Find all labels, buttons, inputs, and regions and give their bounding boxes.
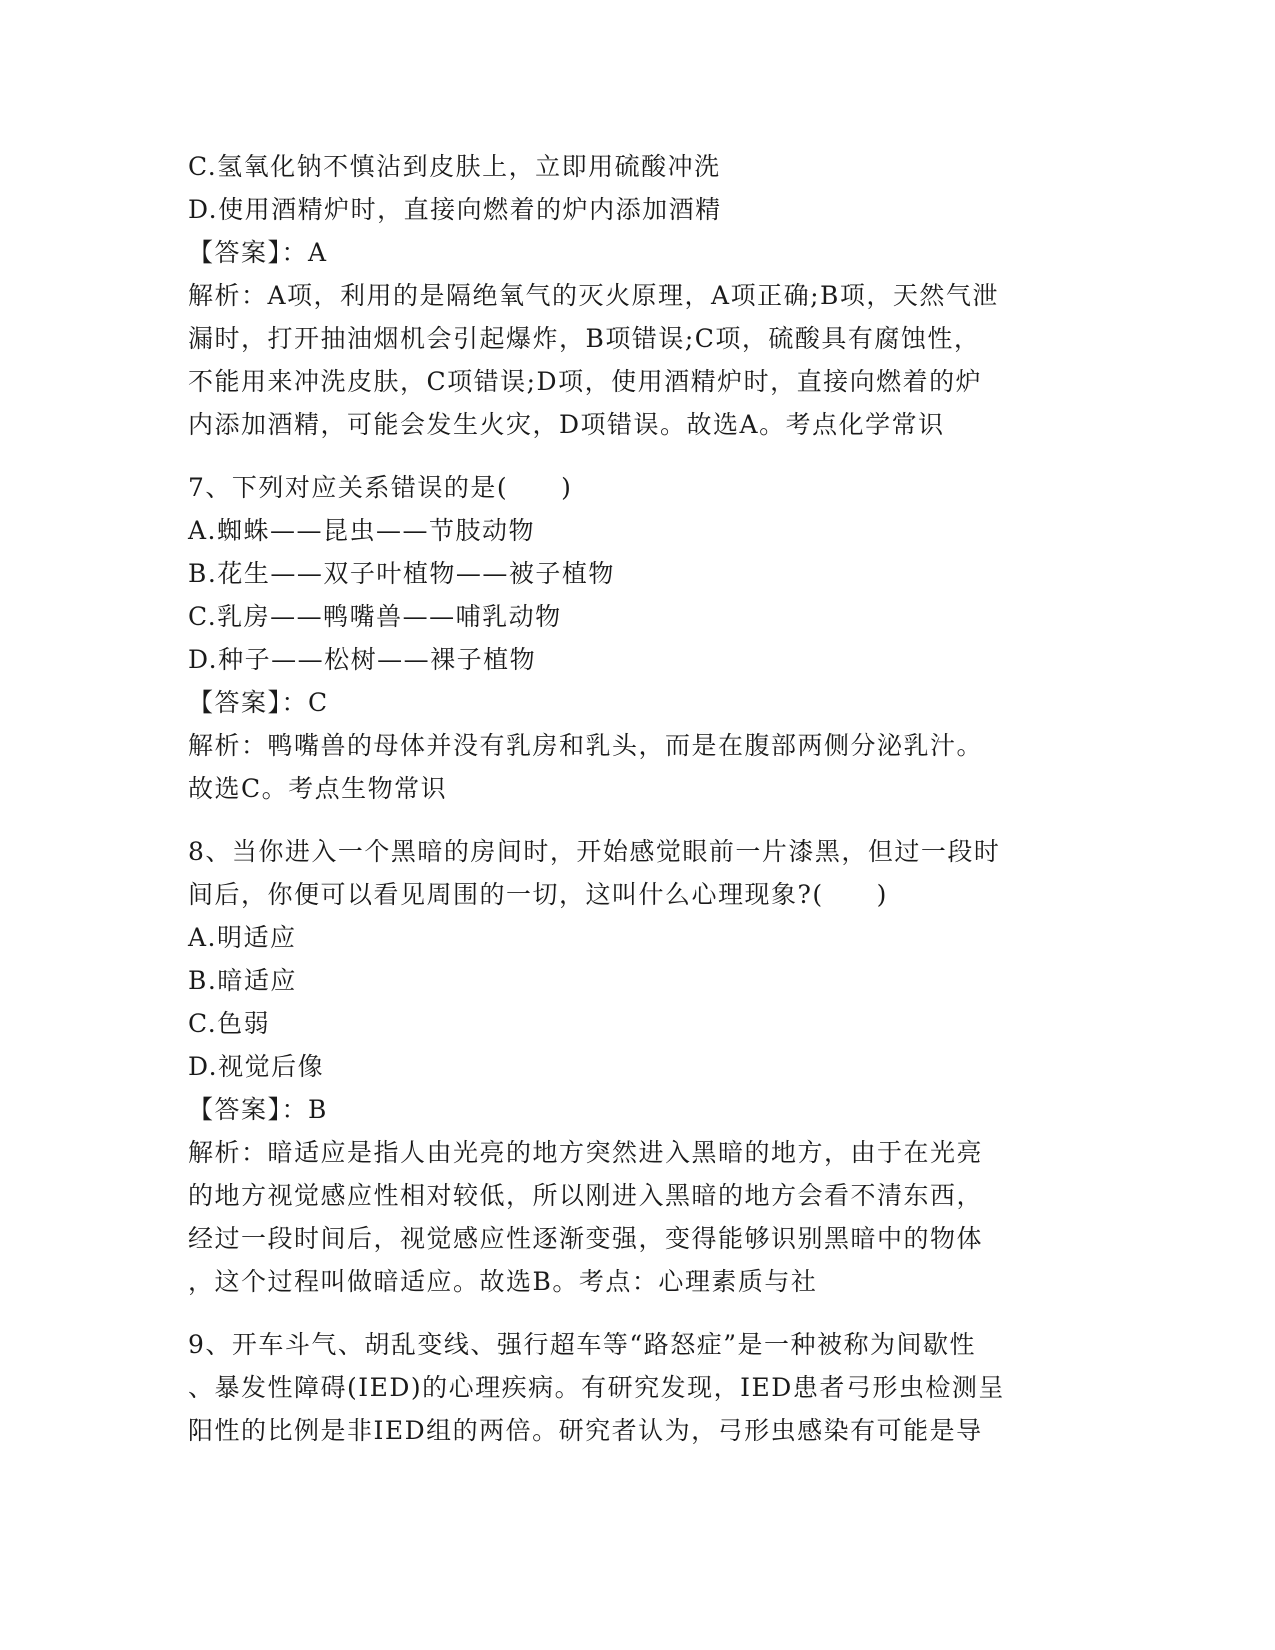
analysis-line: 的地方视觉感应性相对较低，所以刚进入黑暗的地方会看不清东西， (188, 1181, 984, 1210)
analysis-line: 经过一段时间后，视觉感应性逐渐变强，变得能够识别黑暗中的物体 (188, 1224, 984, 1253)
question-stem: 7、下列对应关系错误的是( ) (188, 473, 573, 502)
analysis-line: 不能用来冲洗皮肤，C项错误;D项，使用酒精炉时，直接向燃着的炉 (188, 367, 983, 396)
answer: 【答案】：B (188, 1095, 328, 1124)
analysis-line: 解析：A项，利用的是隔绝氧气的灭火原理，A项正确;B项，天然气泄 (188, 281, 999, 310)
option-d: D.视觉后像 (188, 1052, 325, 1081)
question-7 (188, 466, 1088, 810)
question-stem: 9、开车斗气、胡乱变线、强行超车等“路怒症”是一种被称为间歇性 (188, 1330, 976, 1359)
analysis-line: 故选C。考点生物常识 (188, 774, 448, 803)
answer: 【答案】：C (188, 688, 329, 717)
option-c: C.色弱 (188, 1009, 271, 1038)
question-8 (188, 830, 1088, 1303)
answer: 【答案】：A (188, 238, 328, 267)
analysis-line: 内添加酒精，可能会发生火灾，D项错误。故选A。考点化学常识 (188, 410, 945, 439)
question-stem: 、暴发性障碍(IED)的心理疾病。有研究发现，IED患者弓形虫检测呈 (188, 1373, 1005, 1402)
analysis-line: 漏时，打开抽油烟机会引起爆炸，B项错误;C项，硫酸具有腐蚀性， (188, 324, 981, 353)
prev-question (188, 145, 1088, 446)
analysis-line: 解析：暗适应是指人由光亮的地方突然进入黑暗的地方，由于在光亮 (188, 1138, 984, 1167)
question-stem: 阳性的比例是非IED组的两倍。研究者认为，弓形虫感染有可能是导 (188, 1416, 983, 1445)
analysis-line: 解析：鸭嘴兽的母体并没有乳房和乳头，而是在腹部两侧分泌乳汁。 (188, 731, 984, 760)
document-page (188, 145, 1088, 1452)
option-b: B.暗适应 (188, 966, 297, 995)
question-9 (188, 1323, 1088, 1452)
analysis-line: ，这个过程叫做暗适应。故选B。考点：心理素质与社 (188, 1267, 818, 1296)
question-stem: 8、当你进入一个黑暗的房间时，开始感觉眼前一片漆黑，但过一段时 (188, 837, 1001, 866)
question-stem: 间后，你便可以看见周围的一切，这叫什么心理现象?( ) (188, 880, 888, 909)
option-a: A.蜘蛛——昆虫——节肢动物 (188, 516, 536, 545)
option-d: D.使用酒精炉时，直接向燃着的炉内添加酒精 (188, 195, 722, 224)
option-a: A.明适应 (188, 923, 297, 952)
option-d: D.种子——松树——裸子植物 (188, 645, 537, 674)
option-c: C.氢氧化钠不慎沾到皮肤上，立即用硫酸冲洗 (188, 152, 721, 181)
option-c: C.乳房——鸭嘴兽——哺乳动物 (188, 602, 562, 631)
option-b: B.花生——双子叶植物——被子植物 (188, 559, 615, 588)
